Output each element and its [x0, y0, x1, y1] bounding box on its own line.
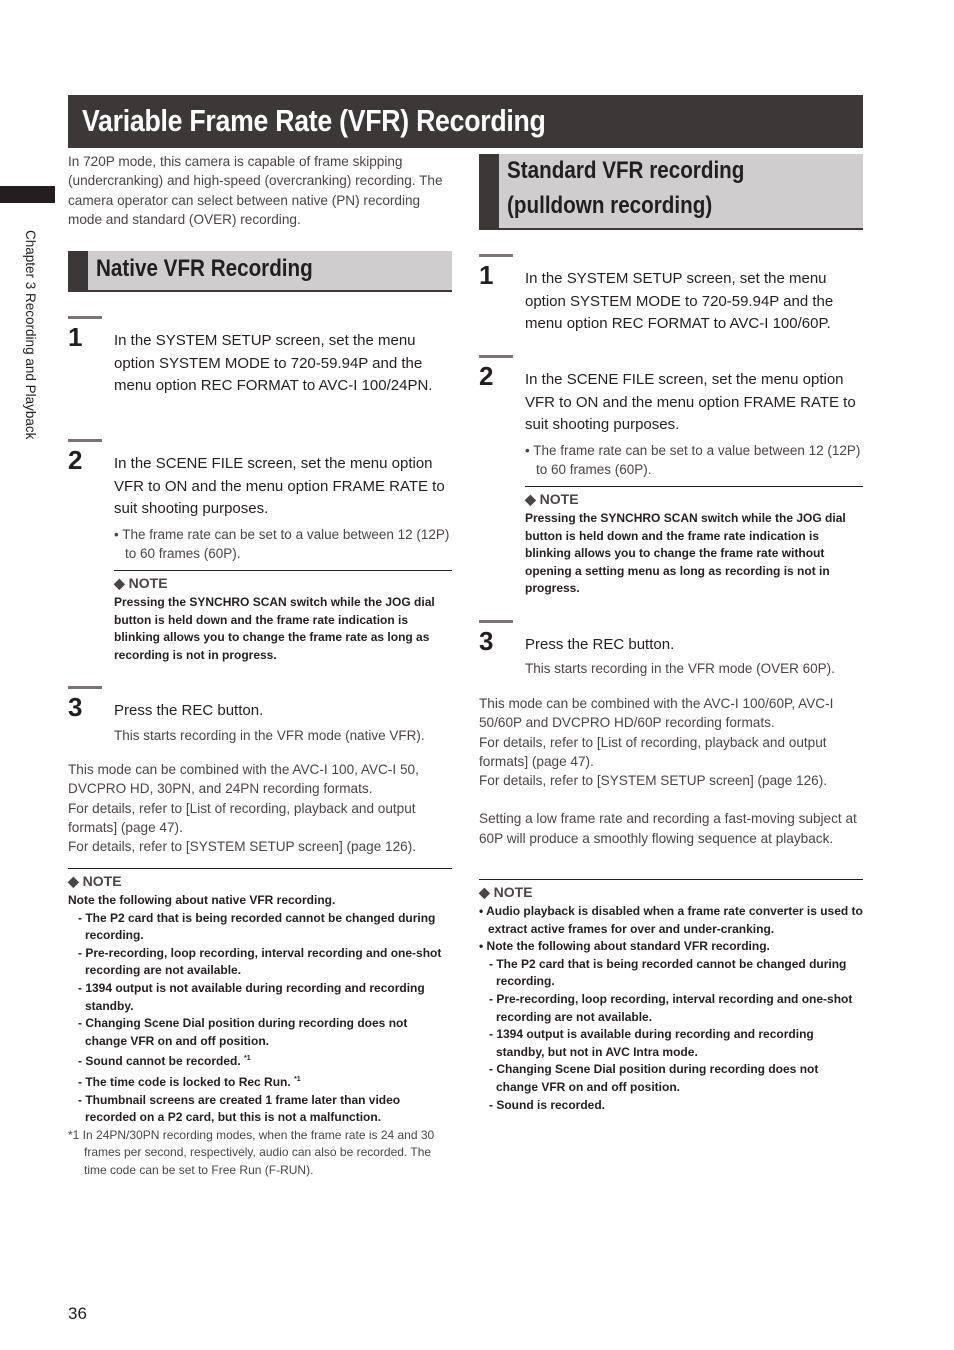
- page-number: 36: [68, 1304, 87, 1323]
- step-divider: [68, 686, 102, 689]
- note-item: - 1394 output is available during recording and recording standby, but not in AVC Intra mode.: [489, 1027, 814, 1059]
- step-divider: [479, 355, 513, 358]
- standard-note: [479, 879, 863, 1114]
- note-list: [68, 910, 452, 1127]
- note-item: - Sound is recorded.: [489, 1097, 606, 1112]
- note-title: ◆ NOTE: [525, 491, 579, 507]
- step-number: 3: [479, 626, 494, 656]
- note-item: - 1394 output is not available during recording and recording standby.: [78, 980, 425, 1013]
- step-text: In the SYSTEM SETUP screen, set the menu option SYSTEM MODE to 720-59.94P and the menu option REC FORMAT to AVC-I 100/60P.: [525, 270, 834, 333]
- step-text: In the SYSTEM SETUP screen, set the menu option SYSTEM MODE to 720-59.94P and the menu option REC FORMAT to AVC-I 100/24PN.: [114, 332, 433, 395]
- native-vfr-heading-text: Native VFR Recording: [96, 255, 313, 282]
- heading-bar: [68, 251, 88, 290]
- standard-paragraphs: [479, 694, 863, 848]
- intro-text: In 720P mode, this camera is capable of frame skipping (undercranking) and high-speed (overcranking) recording. The camera operator can select between native (PN) recording mode and standard (OVER) recording.: [68, 154, 443, 227]
- standard-vfr-heading-line1: Standard VFR recording: [507, 157, 745, 184]
- note-item: [68, 1071, 452, 1092]
- step-text: Press the REC button.: [114, 702, 264, 719]
- step-number: 2: [479, 361, 494, 391]
- step-subtext: This starts recording in the VFR mode (native VFR).: [114, 727, 425, 743]
- step-number: 2: [68, 445, 83, 475]
- note-text: Pressing the SYNCHRO SCAN switch while the JOG dial button is held down and the frame rate indication is blinking allows you to change the frame rate without opening a setting menu as long as recording is not in progress.: [525, 511, 846, 596]
- footnote-ref: *1: [244, 1055, 251, 1063]
- note-item: • Audio playback is disabled when a frame rate converter is used to extract active frames for over and under-cranking.: [479, 904, 863, 936]
- para-setup-ref: For details, refer to [SYSTEM SETUP screen] (page 126).: [479, 773, 828, 789]
- para-formats: This mode can be combined with the AVC-I 100/60P, AVC-I 50/60P and DVCPRO HD/60P recording formats.: [479, 696, 834, 731]
- note-list: [479, 903, 863, 1114]
- native-paragraphs: [68, 760, 452, 856]
- step-bullet: • The frame rate can be set to a value between 12 (12P) to 60 frames (60P).: [525, 443, 861, 478]
- step-divider: [479, 254, 513, 257]
- note-item: - Changing Scene Dial position during recording does not change VFR on and off position.: [78, 1016, 408, 1048]
- note-item: - The P2 card that is being recorded cannot be changed during recording.: [489, 956, 847, 989]
- para-formats-ref: For details, refer to [List of recording, playback and output formats] (page 47).: [479, 734, 827, 769]
- title-banner: [68, 95, 863, 148]
- step-body: [525, 634, 863, 678]
- standard-vfr-heading: [479, 154, 863, 230]
- standard-vfr-heading-line2: (pulldown recording): [507, 192, 713, 219]
- para-formats-ref: For details, refer to [List of recording, playback and output formats] (page 47).: [68, 800, 416, 835]
- note-title: ◆ NOTE: [68, 873, 122, 889]
- step-subtext: This starts recording in the VFR mode (OVER 60P).: [525, 660, 835, 676]
- step-number: 3: [68, 692, 83, 722]
- note-item: • Note the following about standard VFR recording.: [479, 939, 770, 954]
- note-item-text: - Sound cannot be recorded.: [78, 1054, 241, 1069]
- note-item: - Thumbnail screens are created 1 frame later than video recorded on a P2 card, but this is not a malfunction.: [78, 1092, 401, 1125]
- note-title: ◆ NOTE: [479, 884, 533, 900]
- page-title: Variable Frame Rate (VFR) Recording: [82, 103, 546, 138]
- note-item-text: - The time code is locked to Rec Run.: [78, 1074, 291, 1089]
- heading-bar: [479, 154, 499, 228]
- note-item: - Pre-recording, loop recording, interval recording and one-shot recording are not available.: [78, 945, 442, 978]
- native-vfr-heading: [68, 251, 452, 292]
- step-divider: [479, 620, 513, 623]
- step-body: [114, 453, 452, 564]
- step-text: Press the REC button.: [525, 636, 675, 653]
- para-setup-ref: For details, refer to [SYSTEM SETUP screen] (page 126).: [68, 839, 417, 855]
- chapter-tab-marker: [0, 186, 55, 203]
- step-body: [525, 369, 863, 480]
- step-number: 1: [479, 260, 494, 290]
- step-text: In the SCENE FILE screen, set the menu option VFR to ON and the menu option FRAME RATE to suit shooting purposes.: [114, 455, 445, 518]
- left-column: [68, 152, 452, 229]
- standard-step2-note: [525, 486, 863, 598]
- step-divider: [68, 316, 102, 319]
- para-formats: This mode can be combined with the AVC-I 100, AVC-I 50, DVCPRO HD, 30PN, and 24PN recording formats.: [68, 762, 419, 797]
- note-item: [68, 1050, 452, 1071]
- footnote: *1 In 24PN/30PN recording modes, when the frame rate is 24 and 30 frames per second, respectively, audio can also be recorded. The time code can be set to Free Run (F-RUN).: [68, 1127, 435, 1177]
- step-body: [114, 330, 452, 398]
- note-intro: Note the following about native VFR recording.: [68, 893, 336, 907]
- para-low-frame-rate: Setting a low frame rate and recording a fast-moving subject at 60P will produce a smoothly flowing sequence at playback.: [479, 811, 857, 846]
- note-item: - The P2 card that is being recorded cannot be changed during recording.: [78, 910, 436, 943]
- step-number: 1: [68, 322, 83, 352]
- native-note: [68, 868, 452, 1180]
- step-body: [114, 700, 452, 745]
- footnote-ref: *1: [294, 1075, 301, 1083]
- step-divider: [68, 439, 102, 442]
- note-item: - Pre-recording, loop recording, interval recording and one-shot recording are not available.: [489, 991, 853, 1024]
- native-step2-note: [114, 570, 452, 664]
- step-body: [525, 268, 863, 336]
- step-text: In the SCENE FILE screen, set the menu option VFR to ON and the menu option FRAME RATE to suit shooting purposes.: [525, 371, 856, 434]
- note-text: Pressing the SYNCHRO SCAN switch while the JOG dial button is held down and the frame rate indication is blinking allows you to change the frame rate as long as recording is not in progress.: [114, 595, 435, 662]
- note-title: ◆ NOTE: [114, 575, 168, 591]
- chapter-side-label: Chapter 3 Recording and Playback: [23, 230, 38, 440]
- step-bullet: • The frame rate can be set to a value between 12 (12P) to 60 frames (60P).: [114, 527, 450, 562]
- note-item: - Changing Scene Dial position during recording does not change VFR on and off position.: [489, 1062, 819, 1094]
